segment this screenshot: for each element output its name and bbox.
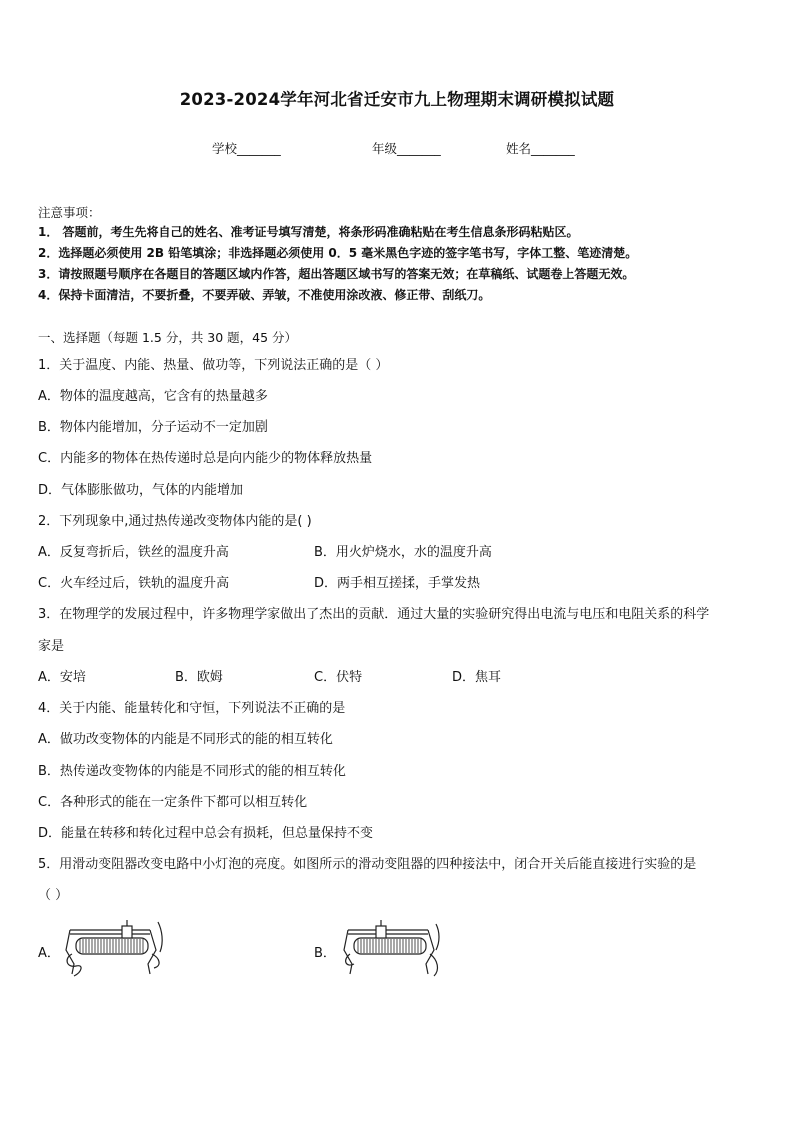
question-3-option-c: C．伏特	[314, 670, 363, 685]
question-4-stem: 4．关于内能、能量转化和守恒，下列说法不正确的是	[38, 701, 346, 716]
question-3-stem-continued: 家是	[38, 639, 65, 654]
question-4-option-a: A．做功改变物体的内能是不同形式的能的相互转化	[38, 732, 333, 747]
question-5-stem-continued: （ ）	[38, 888, 69, 903]
question-1-option-a: A．物体的温度越高，它含有的热量越多	[38, 389, 268, 404]
notice-item-3: 3．请按照题号顺序在各题目的答题区域内作答，超出答题区域书写的答案无效；在草稿纸、试题卷上答题无效。	[38, 267, 635, 281]
question-5-option-a: A．	[38, 946, 60, 961]
question-3-option-d: D．焦耳	[452, 670, 502, 685]
question-2-option-d: D．两手相互搓揉，手掌发热	[314, 576, 481, 591]
notice-item-2: 2．选择题必须使用 2B 铅笔填涂；非选择题必须使用 0．5 毫米黑色字迹的签字笔书写，字体工整、笔迹清楚。	[38, 246, 638, 260]
question-1-stem: 1．关于温度、内能、热量、做功等，下列说法正确的是（ ）	[38, 358, 389, 373]
question-2-option-a: A．反复弯折后，铁丝的温度升高	[38, 545, 229, 560]
rheostat-figure-a	[62, 920, 166, 978]
question-4-option-c: C．各种形式的能在一定条件下都可以相互转化	[38, 795, 308, 810]
notice-item-1: 1． 答题前，考生先将自己的姓名、准考证号填写清楚，将条形码准确粘贴在考生信息条形码粘贴区。	[38, 225, 579, 239]
question-1-option-d: D．气体膨胀做功，气体的内能增加	[38, 483, 244, 498]
question-5-stem: 5．用滑动变阻器改变电路中小灯泡的亮度。如图所示的滑动变阻器的四种接法中，闭合开关后能直接进行实验的是	[38, 857, 697, 872]
section-heading: 一、选择题（每题 1.5 分，共 30 题，45 分）	[38, 330, 298, 345]
question-3-stem: 3．在物理学的发展过程中，许多物理学家做出了杰出的贡献．通过大量的实验研究得出电流与电压和电阻关系的科学	[38, 607, 710, 622]
name-field: 姓名_______	[506, 141, 575, 156]
school-field: 学校_______	[212, 141, 281, 156]
notice-heading: 注意事项：	[38, 205, 101, 220]
notice-item-4: 4．保持卡面清洁，不要折叠，不要弄破、弄皱，不准使用涂改液、修正带、刮纸刀。	[38, 288, 491, 302]
question-3-option-b: B．欧姆	[175, 670, 223, 685]
question-3-option-a: A．安培	[38, 670, 86, 685]
question-1-option-b: B．物体内能增加，分子运动不一定加剧	[38, 420, 268, 435]
question-2-option-c: C．火车经过后，铁轨的温度升高	[38, 576, 230, 591]
question-4-option-d: D．能量在转移和转化过程中总会有损耗，但总量保持不变	[38, 826, 374, 841]
question-2-stem: 2．下列现象中,通过热传递改变物体内能的是( )	[38, 514, 312, 529]
rheostat-figure-b	[340, 920, 444, 978]
question-2-option-b: B．用火炉烧水，水的温度升高	[314, 545, 492, 560]
question-5-option-b: B．	[314, 946, 336, 961]
question-1-option-c: C．内能多的物体在热传递时总是向内能少的物体释放热量	[38, 451, 373, 466]
page-title: 2023-2024学年河北省迁安市九上物理期末调研模拟试题	[179, 90, 615, 109]
grade-field: 年级_______	[372, 141, 441, 156]
question-4-option-b: B．热传递改变物体的内能是不同形式的能的相互转化	[38, 764, 346, 779]
